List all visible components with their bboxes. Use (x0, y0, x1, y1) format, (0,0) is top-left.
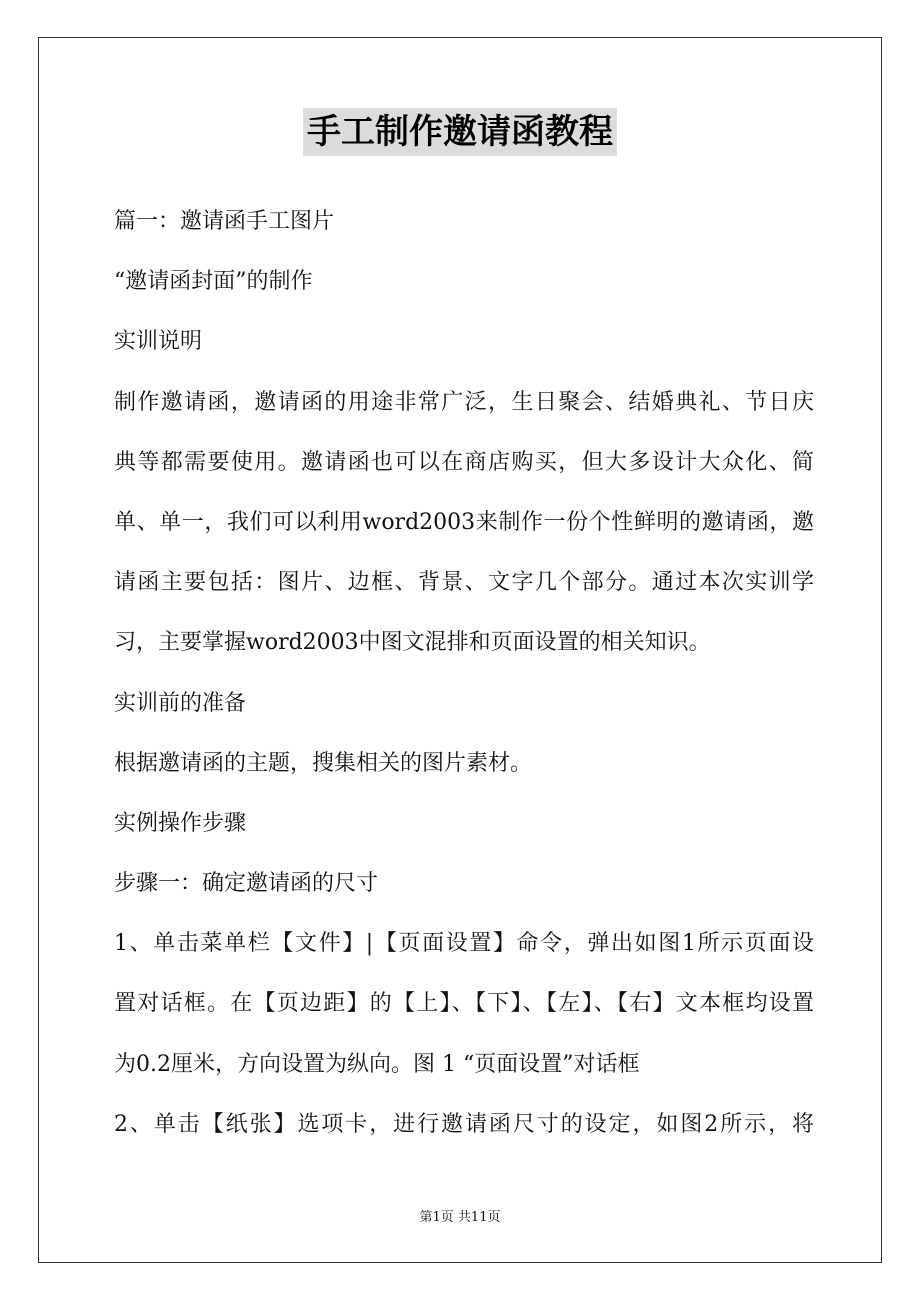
paragraph-line: 2、单击【纸张】选项卡，进行邀请函尺寸的设定，如图2所示，将 (114, 1111, 814, 1137)
subheading: 实训说明 (114, 329, 203, 355)
paragraph-line: 根据邀请函的主题，搜集相关的图片素材。 (114, 750, 533, 776)
subheading: 步骤一：确定邀请函的尺寸 (114, 871, 379, 897)
subheading: 实训前的准备 (114, 690, 247, 716)
document-title: 手工制作邀请函教程 (303, 108, 617, 156)
section-heading: 篇一：邀请函手工图片 (114, 209, 335, 234)
paragraph-line: 单、单一，我们可以利用word2003来制作一份个性鲜明的邀请函，邀 (114, 509, 814, 535)
paragraph-line: 习，主要掌握word2003中图文混排和页面设置的相关知识。 (114, 630, 711, 656)
paragraph-line: 请函主要包括：图片、边框、背景、文字几个部分。通过本次实训学 (114, 570, 814, 596)
subheading: 实例操作步骤 (114, 810, 247, 836)
subheading: “邀请函封面”的制作 (114, 269, 313, 295)
paragraph-line: 为0.2厘米，方向设置为纵向。图 1 “页面设置”对话框 (114, 1051, 640, 1077)
page-number-footer: 第1页 共11页 (419, 1210, 501, 1225)
title-container (0, 108, 920, 156)
paragraph-line: 置对话框。在【页边距】的【上】、【下】、【左】、【右】文本框均设置 (114, 991, 814, 1017)
document-body (114, 192, 814, 1155)
paragraph-line: 1、单击菜单栏【文件】|【页面设置】命令，弹出如图1所示页面设 (114, 931, 814, 957)
paragraph-line: 典等都需要使用。邀请函也可以在商店购买，但大多设计大众化、简 (114, 449, 814, 475)
paragraph-line: 制作邀请函，邀请函的用途非常广泛，生日聚会、结婚典礼、节日庆 (114, 389, 814, 415)
